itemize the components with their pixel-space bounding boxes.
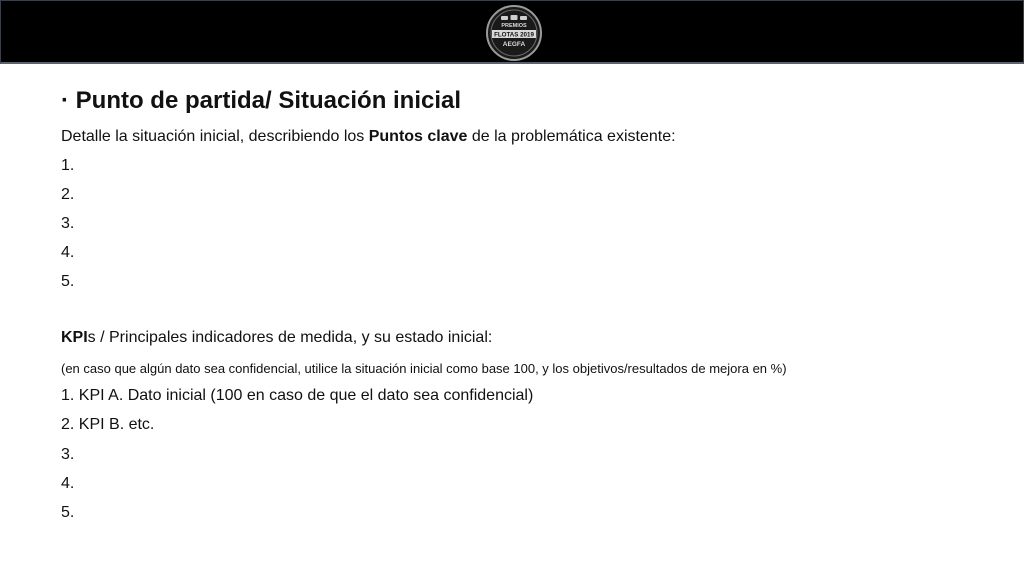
section-title: · Punto de partida/ Situación inicial: [61, 87, 462, 114]
kpi-item: 1. KPI A. Dato inicial (100 en caso de que el dato sea confidencial): [61, 387, 534, 404]
kpi-heading: [61, 329, 492, 347]
list-item: 2.: [61, 186, 75, 203]
intro-text-bold: Puntos clave: [368, 128, 468, 145]
logo-line2: FLOTAS 2019: [494, 31, 534, 39]
kpi-item: 5.: [61, 504, 75, 521]
kpi-note: (en caso que algún dato sea confidencial, utilice la situación inicial como base 100, y los objetivos/resultados de mejora en %): [61, 361, 787, 376]
logo-line3: AEGFA: [502, 41, 526, 48]
intro-text-pre: Detalle la situación inicial, describiendo los: [61, 128, 369, 145]
list-item: 5.: [61, 273, 75, 290]
kpi-heading-bold: KPI: [61, 329, 88, 346]
list-item: 1.: [61, 157, 75, 174]
header-bar: [0, 0, 1024, 64]
kpi-item: 3.: [61, 446, 75, 463]
logo-line1: PREMIOS: [501, 23, 527, 29]
list-item: 3.: [61, 215, 75, 232]
kpi-item: 2. KPI B. etc.: [61, 416, 155, 433]
premios-flotas-logo: [483, 4, 545, 62]
kpi-item: 4.: [61, 475, 75, 492]
intro-text: [61, 128, 676, 146]
list-item: 4.: [61, 244, 75, 261]
intro-text-post: de la problemática existente:: [467, 128, 676, 145]
kpi-heading-rest: s / Principales indicadores de medida, y su estado inicial:: [87, 329, 493, 346]
